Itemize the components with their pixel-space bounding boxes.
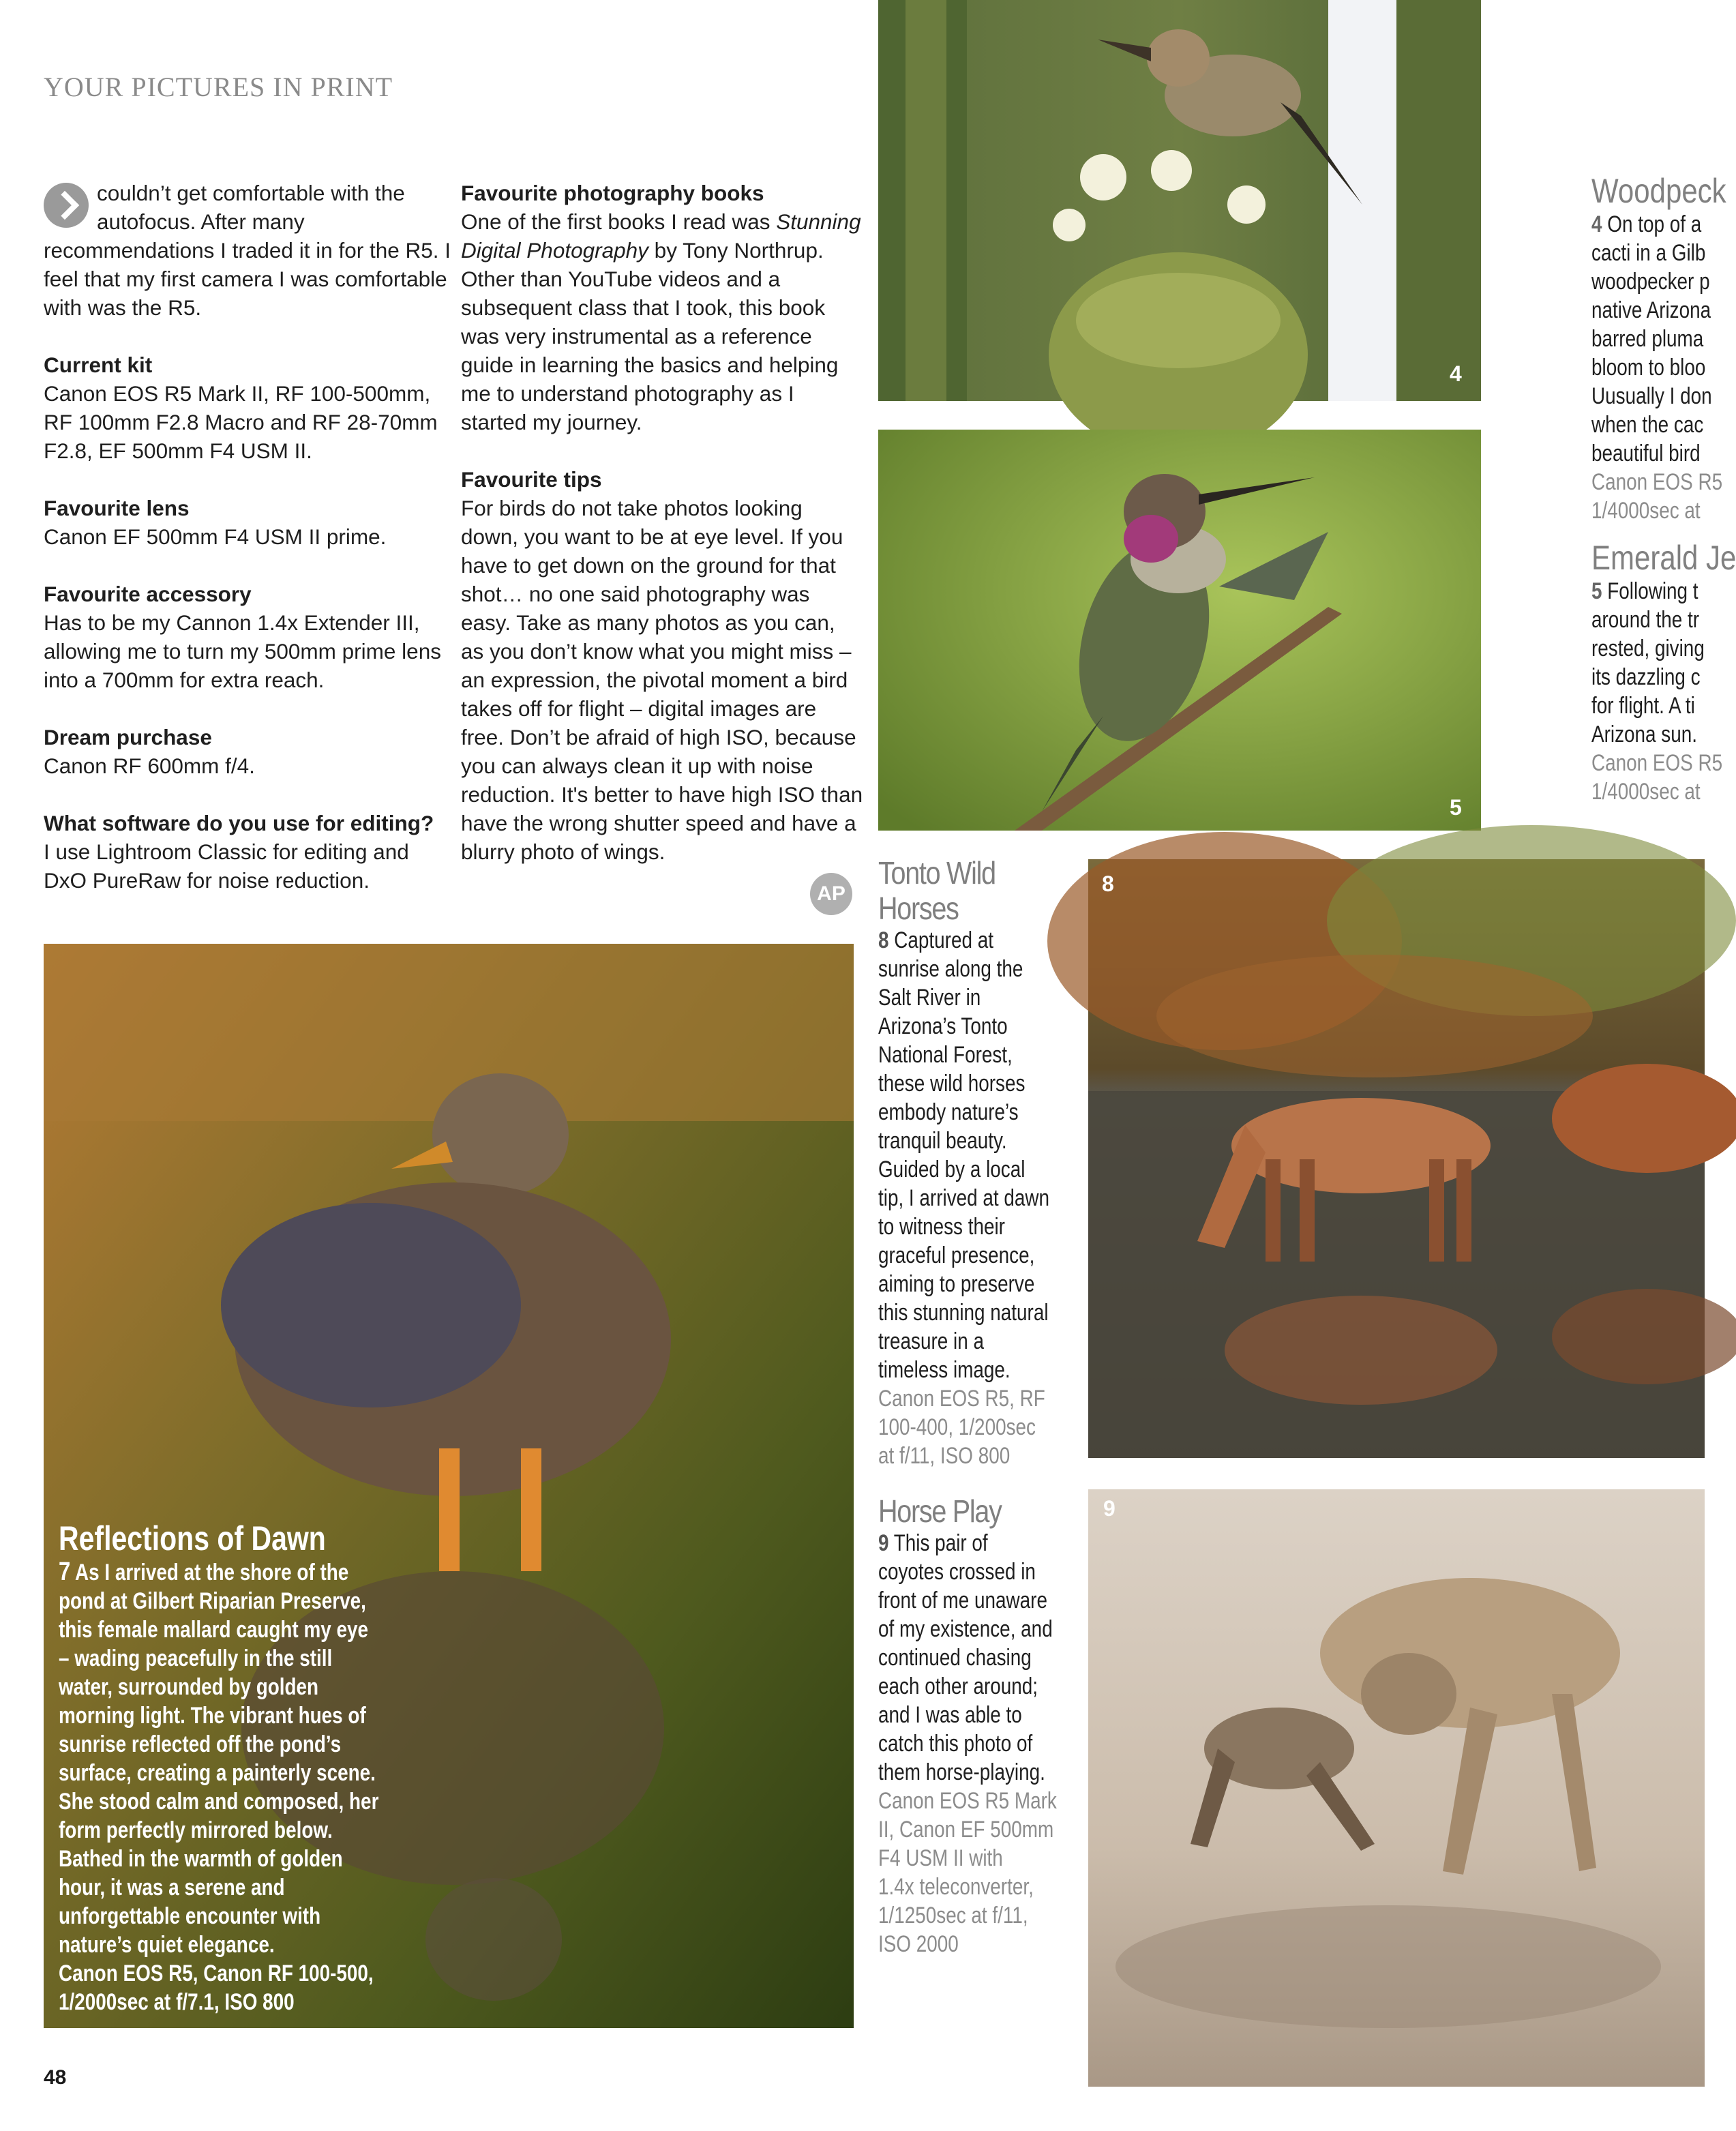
photo-wild-horses <box>1088 859 1705 1458</box>
caption-line: graceful presence, <box>878 1242 1035 1268</box>
caption-line: rested, giving <box>1591 636 1705 661</box>
software-text: I use Lightroom Classic for editing and DxO PureRaw for noise reduction. <box>44 839 409 893</box>
emerald-caption-title: Emerald Je <box>1591 539 1736 577</box>
favourite-lens-heading: Favourite lens <box>44 496 190 520</box>
tips-heading: Favourite tips <box>461 467 602 492</box>
tips-text: For birds do not take photos looking down, you want to be at eye level. If you have to get down on the ground for that shot… no one said photography was easy. Take as many photos as you can, as you don’t know what you might miss – an expression, the pivotal moment a bird takes off for flight – digital images are free. Don’t be afraid of high ISO, because you can always clean it up with noise reduction. It's better to have high ISO than have the wrong shutter speed and have a blurry photo of wings. <box>461 496 863 864</box>
books-block <box>461 179 863 436</box>
reflections-caption <box>59 1519 394 2016</box>
caption-line: water, surrounded by golden <box>59 1674 319 1700</box>
photo-8-number: 8 <box>1102 871 1114 896</box>
caption-line: this stunning natural <box>878 1300 1049 1326</box>
caption-line: surface, creating a painterly scene. <box>59 1760 376 1786</box>
woodpecker-caption-body <box>1591 210 1723 525</box>
caption-line: sunrise along the <box>878 956 1023 982</box>
caption-line: As I arrived at the shore of the <box>75 1560 349 1585</box>
caption-line: – wading peacefully in the still <box>59 1645 333 1671</box>
caption-spec-line: F4 USM II with <box>878 1845 1003 1871</box>
caption-spec-line: ISO 2000 <box>878 1931 959 1957</box>
caption-line: to witness their <box>878 1214 1005 1240</box>
caption-spec-line: Canon EOS R5 <box>1591 469 1723 495</box>
caption-spec-line: 1/4000sec at <box>1591 498 1701 524</box>
caption-line: On top of a <box>1607 211 1702 237</box>
caption-line: embody nature’s <box>878 1099 1019 1125</box>
caption-line: This pair of <box>893 1530 988 1556</box>
books-text-after: by Tony Northrup. Other than YouTube videos and a subsequent class that I took, this book was very instrumental as a reference guide in learning the basics and helping me to understand photography as I started my journey. <box>461 238 839 434</box>
caption-line: sunrise reflected off the pond’s <box>59 1731 342 1757</box>
hummingbird-image <box>878 430 1481 831</box>
caption-line: Bathed in the warmth of golden <box>59 1846 343 1872</box>
book-title: Stunning Digital Photography <box>461 209 861 263</box>
caption-line: bloom to bloo <box>1591 355 1706 381</box>
caption-spec-line: II, Canon EF 500mm <box>878 1817 1054 1843</box>
caption-line: catch this photo of <box>878 1731 1033 1757</box>
caption-spec-line: 1/1250sec at f/11, <box>878 1903 1028 1928</box>
woodpecker-caption-number: 4 <box>1591 211 1602 237</box>
caption-line: Arizona sun. <box>1591 721 1697 747</box>
caption-line: beautiful bird <box>1591 441 1701 466</box>
caption-line: them horse-playing. <box>878 1759 1045 1785</box>
woodpecker-caption <box>1591 172 1726 526</box>
caption-spec-line: Canon EOS R5, Canon RF 100-500, <box>59 1961 374 1986</box>
caption-line: Salt River in <box>878 985 981 1011</box>
books-heading: Favourite photography books <box>461 181 764 205</box>
continuation-chevron-icon <box>44 183 89 228</box>
tonto-caption-title-line2: Horses <box>878 891 959 926</box>
woodpecker-image <box>878 0 1481 401</box>
current-kit-text: Canon EOS R5 Mark II, RF 100-500mm, RF 100mm F2.8 Macro and RF 28-70mm F2.8, EF 500mm F4 USM II. <box>44 381 438 463</box>
tonto-caption-title-line1: Tonto Wild <box>878 855 996 891</box>
ap-end-badge: AP <box>810 873 852 915</box>
tips-block <box>461 465 863 866</box>
caption-line: coyotes crossed in <box>878 1559 1036 1585</box>
left-text-column <box>44 179 453 895</box>
current-kit-block <box>44 351 453 465</box>
caption-line: nature’s quiet elegance. <box>59 1932 275 1958</box>
photo-5-number: 5 <box>1450 795 1462 820</box>
coyotes-image <box>1088 1489 1705 2087</box>
favourite-accessory-text: Has to be my Cannon 1.4x Extender III, allowing me to turn my 500mm prime lens into a 700mm for extra reach. <box>44 610 441 692</box>
caption-line: front of me unaware <box>878 1588 1047 1613</box>
caption-line: its dazzling c <box>1591 664 1701 690</box>
photo-hummingbird <box>878 430 1481 831</box>
caption-line: barred pluma <box>1591 326 1704 352</box>
caption-line: hour, it was a serene and <box>59 1875 285 1901</box>
caption-line: Guided by a local <box>878 1157 1026 1182</box>
caption-line: tranquil beauty. <box>878 1128 1007 1154</box>
caption-line: treasure in a <box>878 1328 984 1354</box>
section-title: YOUR PICTURES IN PRINT <box>44 72 393 102</box>
software-block <box>44 809 453 895</box>
dream-purchase-block <box>44 723 453 780</box>
emerald-caption <box>1591 539 1736 811</box>
photo-9-number: 9 <box>1103 1496 1116 1521</box>
dream-purchase-text: Canon RF 600mm f/4. <box>44 754 255 778</box>
reflections-caption-title: Reflections of Dawn <box>59 1519 326 1558</box>
caption-line: form perfectly mirrored below. <box>59 1817 333 1843</box>
caption-spec-line: 1/2000sec at f/7.1, ISO 800 <box>59 1989 295 2015</box>
horseplay-caption-number: 9 <box>878 1530 889 1556</box>
caption-line: each other around; <box>878 1673 1038 1699</box>
caption-line: aiming to preserve <box>878 1271 1035 1297</box>
caption-line: timeless image. <box>878 1357 1011 1383</box>
caption-line: this female mallard caught my eye <box>59 1617 369 1643</box>
caption-line: National Forest, <box>878 1042 1013 1068</box>
caption-line: these wild horses <box>878 1071 1026 1097</box>
reflections-caption-number: 7 <box>59 1558 71 1586</box>
caption-line: of my existence, and <box>878 1616 1053 1642</box>
caption-line: Captured at <box>894 927 993 953</box>
caption-line: She stood calm and composed, her <box>59 1789 379 1815</box>
caption-line: tip, I arrived at dawn <box>878 1185 1050 1211</box>
current-kit-heading: Current kit <box>44 353 153 377</box>
woodpecker-caption-title: Woodpeck <box>1591 172 1726 210</box>
horseplay-caption-body <box>878 1529 1057 1958</box>
caption-line: Following t <box>1607 578 1698 604</box>
caption-line: Uusually I don <box>1591 383 1712 409</box>
caption-spec-line: Canon EOS R5 Mark <box>878 1788 1057 1814</box>
caption-line: morning light. The vibrant hues of <box>59 1703 366 1729</box>
tonto-caption-body <box>878 926 1050 1470</box>
caption-spec-line: 1/4000sec at <box>1591 779 1701 805</box>
emerald-caption-body <box>1591 577 1723 806</box>
caption-line: when the cac <box>1591 412 1704 438</box>
intro-paragraph <box>44 179 453 322</box>
emerald-caption-number: 5 <box>1591 578 1602 604</box>
software-heading: What software do you use for editing? <box>44 811 434 835</box>
favourite-lens-text: Canon EF 500mm F4 USM II prime. <box>44 524 387 549</box>
caption-spec-line: Canon EOS R5, RF <box>878 1386 1045 1412</box>
caption-line: and I was able to <box>878 1702 1022 1728</box>
page-number: 48 <box>44 2066 67 2089</box>
caption-line: pond at Gilbert Riparian Preserve, <box>59 1588 366 1614</box>
caption-line: unforgettable encounter with <box>59 1903 321 1929</box>
caption-spec-line: at f/11, ISO 800 <box>878 1443 1011 1469</box>
middle-text-column <box>461 179 863 866</box>
favourite-accessory-block <box>44 580 453 694</box>
caption-line: Arizona’s Tonto <box>878 1013 1008 1039</box>
caption-line: for flight. A ti <box>1591 693 1695 719</box>
caption-line: cacti in a Gilb <box>1591 240 1706 266</box>
dream-purchase-heading: Dream purchase <box>44 725 212 749</box>
caption-line: native Arizona <box>1591 297 1711 323</box>
caption-line: woodpecker p <box>1591 269 1710 295</box>
reflections-caption-body <box>59 1558 394 2016</box>
intro-text: couldn’t get comfortable with the autofocus. After many recommendations I traded it in for the R5. I feel that my first camera I was comfortable with was the R5. <box>44 181 451 320</box>
photo-coyotes <box>1088 1489 1705 2087</box>
caption-spec-line: 1.4x teleconverter, <box>878 1874 1034 1900</box>
caption-spec-line: 100-400, 1/200sec <box>878 1414 1036 1440</box>
horseplay-caption <box>878 1493 1083 1958</box>
caption-line: around the tr <box>1591 607 1700 633</box>
favourite-accessory-heading: Favourite accessory <box>44 582 252 606</box>
wild-horses-image <box>1088 859 1705 1458</box>
horseplay-caption-title: Horse Play <box>878 1493 1002 1529</box>
tonto-caption-number: 8 <box>878 927 889 953</box>
photo-4-number: 4 <box>1450 361 1462 386</box>
caption-line: continued chasing <box>878 1645 1032 1671</box>
photo-woodpecker <box>878 0 1481 401</box>
favourite-lens-block <box>44 494 453 551</box>
books-text-before: One of the first books I read was <box>461 209 777 234</box>
caption-spec-line: Canon EOS R5 <box>1591 750 1723 776</box>
